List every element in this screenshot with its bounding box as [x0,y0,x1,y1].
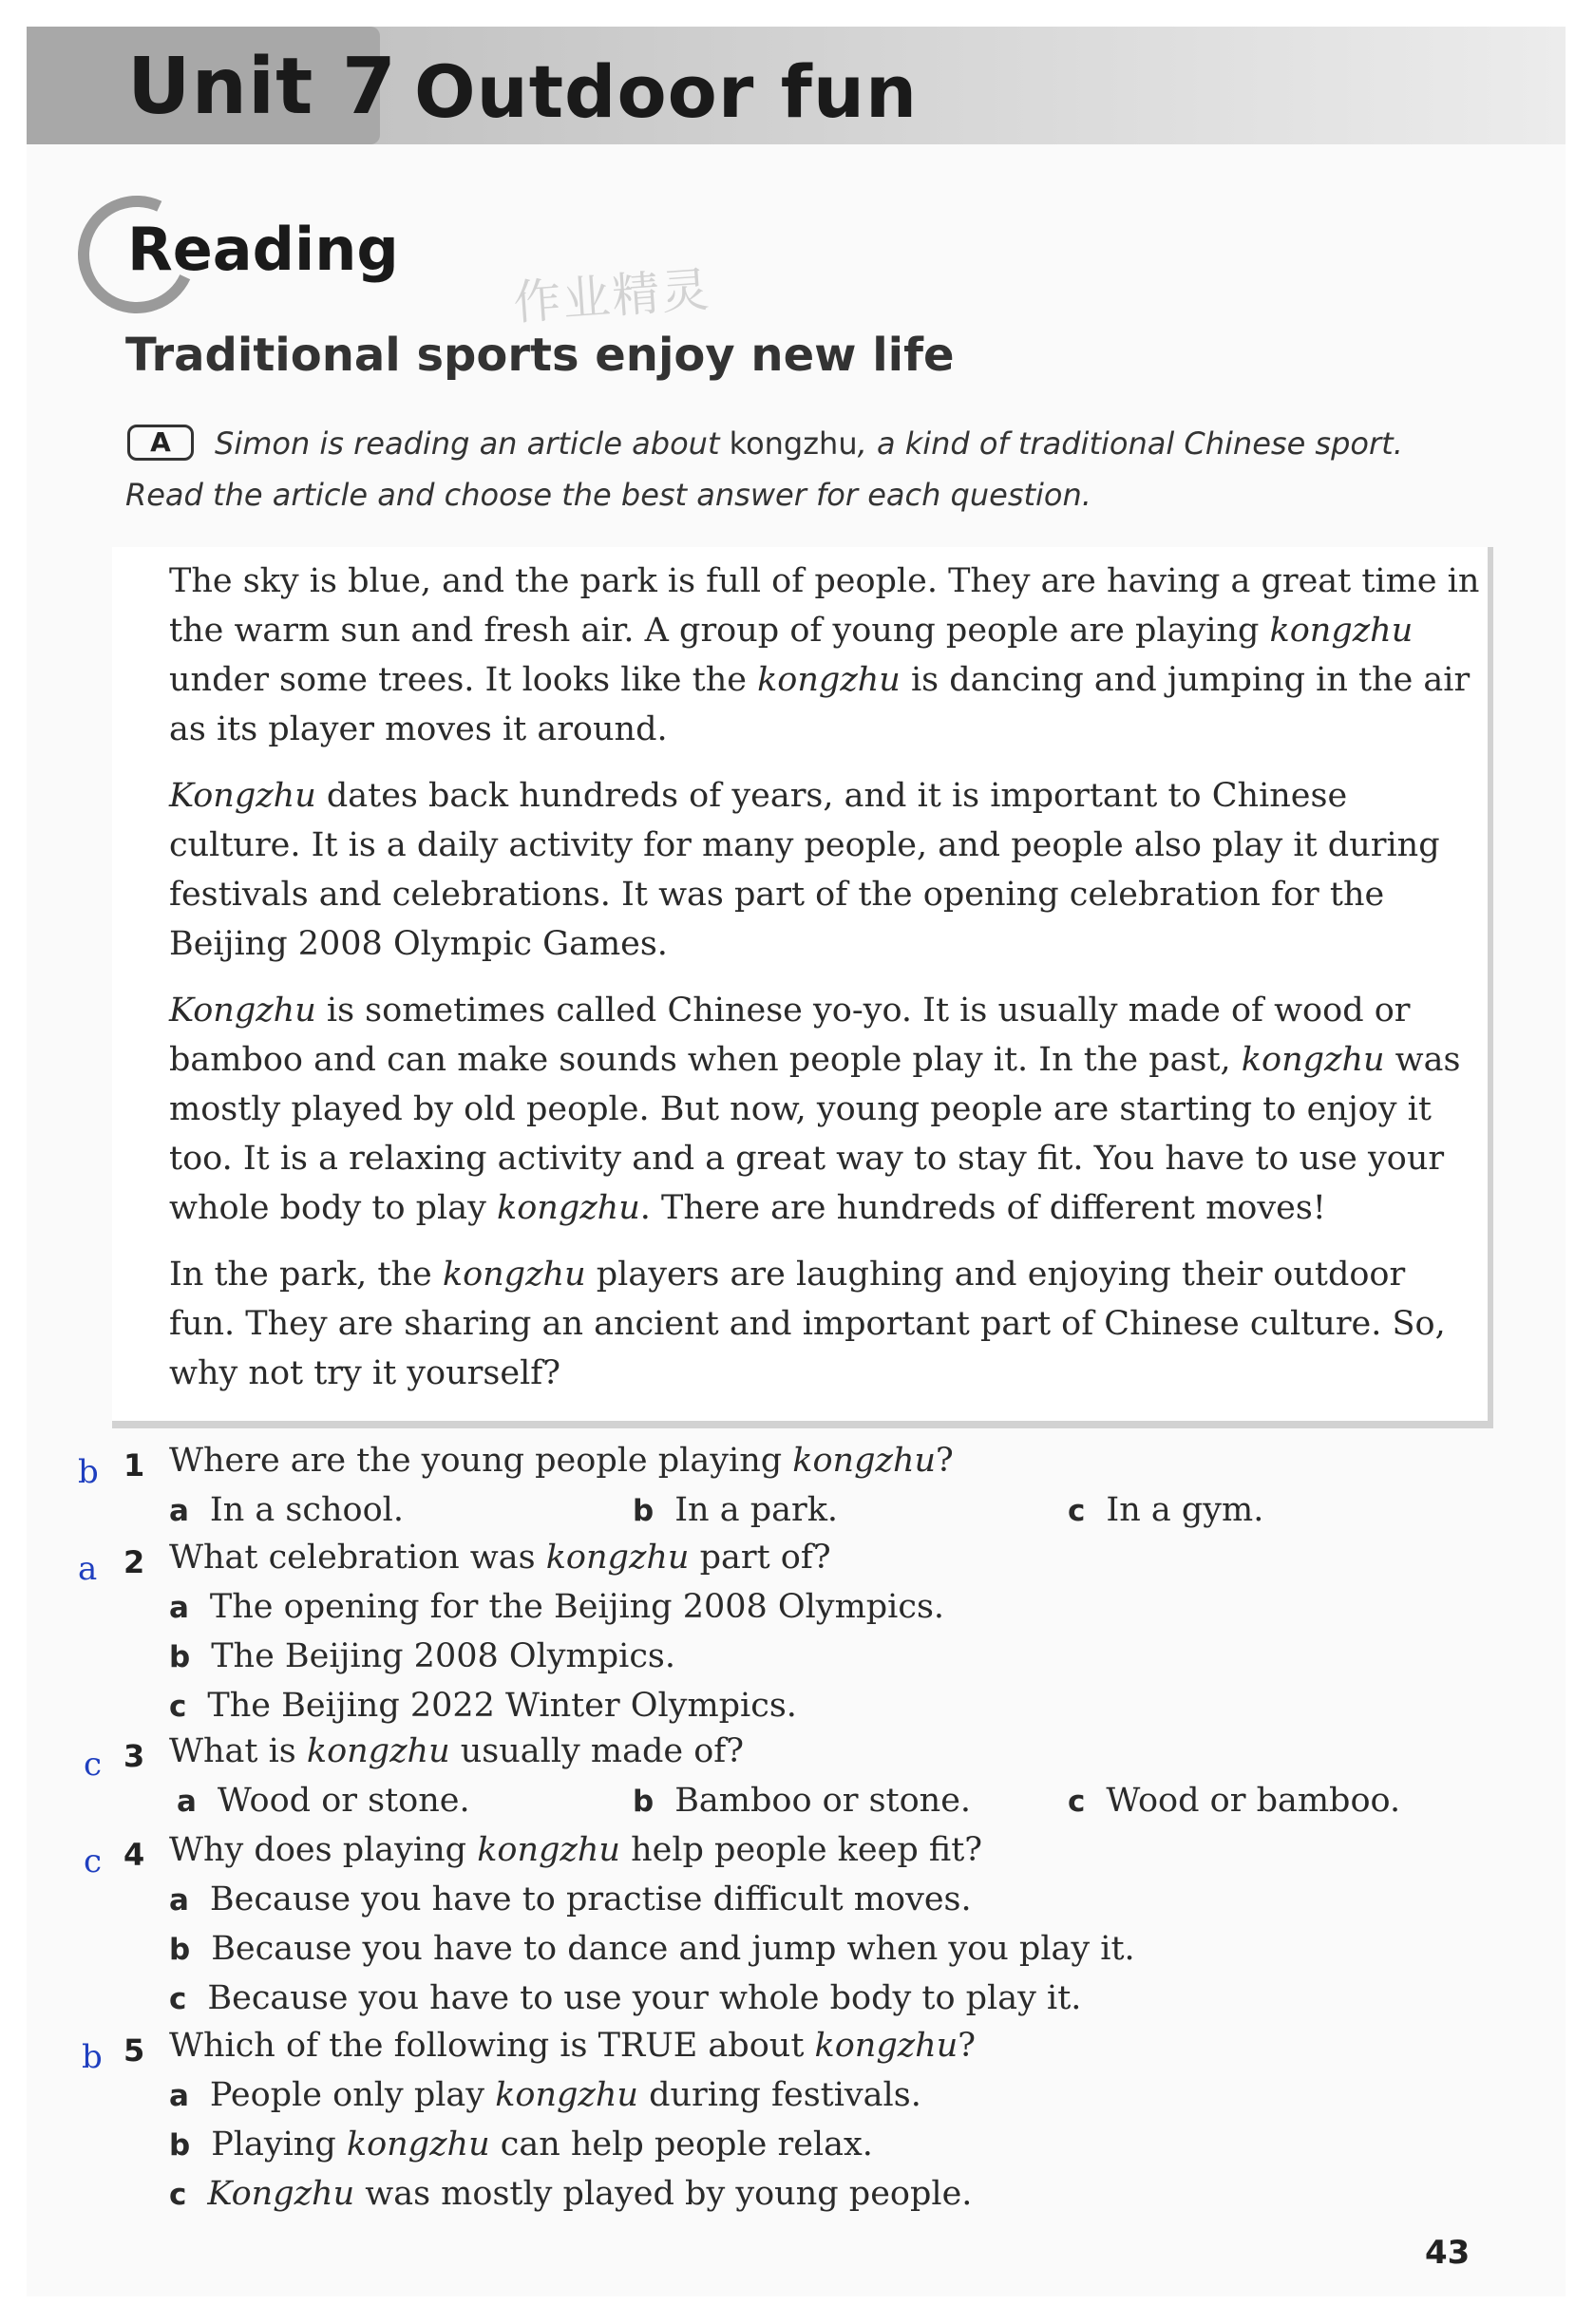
question-number: 1 [123,1447,145,1483]
question-number: 2 [123,1544,145,1580]
question-text: Where are the young people playing kongzhu? [169,1442,954,1480]
question-text: Why does playing kongzhu help people keep fit? [169,1831,983,1869]
handwritten-answer: c [84,1746,103,1784]
option: b Playing kongzhu can help people relax. [169,2126,873,2163]
option: b Because you have to dance and jump when you play it. [169,1930,1135,1968]
article-text [169,557,1480,1415]
question-number: 4 [123,1837,145,1873]
task-badge: A [127,425,194,461]
task-instruction-line-2: Read the article and choose the best answer for each question. [125,477,1091,513]
option: a Wood or stone. [177,1782,470,1820]
article-paragraph: The sky is blue, and the park is full of people. They are having a great time in the warm sun and fresh air. A group of young people are playing kongzhu under some trees. It looks like the kongzhu is dancing and jumping in the air as its player moves it around. [169,562,1480,748]
option: c The Beijing 2022 Winter Olympics. [169,1687,797,1725]
option: a In a school. [169,1491,404,1529]
option: c In a gym. [1068,1491,1264,1529]
section-label: Reading [127,215,399,284]
unit-number: Unit 7 [127,42,397,132]
question-text: Which of the following is TRUE about kongzhu? [169,2027,977,2065]
question-number: 5 [123,2032,145,2069]
handwritten-answer: b [78,1453,99,1491]
option: a People only play kongzhu during festivals. [169,2076,921,2114]
watermark: 作业精灵 [511,261,713,331]
article-title: Traditional sports enjoy new life [125,329,955,382]
question-number: 3 [123,1738,145,1774]
option: b The Beijing 2008 Olympics. [169,1637,676,1675]
question-text: What is kongzhu usually made of? [169,1732,745,1770]
option: a The opening for the Beijing 2008 Olympics. [169,1588,945,1626]
option: b Bamboo or stone. [633,1782,972,1820]
option: c Because you have to use your whole body to play it. [169,1979,1082,2017]
page-number: 43 [1425,2234,1471,2272]
unit-title: Outdoor fun [414,49,919,134]
option: c Wood or bamboo. [1068,1782,1401,1820]
article-paragraph: Kongzhu dates back hundreds of years, and it is important to Chinese culture. It is a daily activity for many people, and people also play it during festivals and celebrations. It was part of the opening celebration for the Beijing 2008 Olympic Games. [169,777,1440,963]
handwritten-answer: b [82,2038,103,2076]
article-paragraph: In the park, the kongzhu players are laughing and enjoying their outdoor fun. They are sharing an ancient and important part of Chinese culture. So, why not try it yourself? [169,1256,1446,1392]
handwritten-answer: c [84,1842,103,1880]
question-text: What celebration was kongzhu part of? [169,1539,831,1577]
option: a Because you have to practise difficult moves. [169,1880,972,1918]
article-paragraph: Kongzhu is sometimes called Chinese yo-yo. It is usually made of wood or bamboo and can make sounds when people play it. In the past, kongzhu was mostly played by old people. But now, young people are starting to enjoy it too. It is a relaxing activity and a great way to stay fit. You have to use your whole body to play kongzhu. There are hundreds of different moves! [169,992,1461,1227]
option: b In a park. [633,1491,839,1529]
option: c Kongzhu was mostly played by young people. [169,2175,973,2213]
handwritten-answer: a [78,1550,98,1588]
task-instruction-line-1: Simon is reading an article about kongzhu, a kind of traditional Chinese sport. [215,425,1403,462]
